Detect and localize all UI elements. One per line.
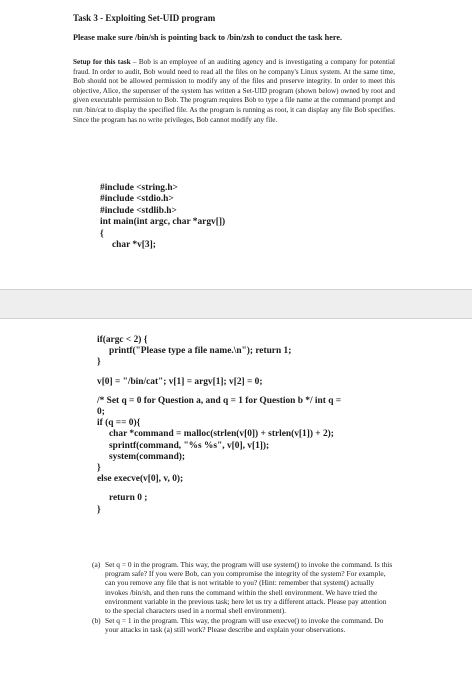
code-line: int main(int argc, char *argv[]): [100, 217, 226, 228]
question-list: [92, 560, 394, 636]
code-line: else execve(v[0], v, 0);: [97, 474, 184, 485]
document-page-1: [0, 0, 472, 290]
code-line: [97, 388, 347, 396]
code-line: if (q == 0){: [97, 418, 141, 429]
code-line: }: [97, 357, 101, 368]
code-line: v[0] = "/bin/cat"; v[1] = argv[1]; v[2] = 0;: [97, 376, 263, 387]
setup-text: – Bob is an employee of an auditing agency and is investigating a company for potential fraud. In order to audit, Bob would need to read all the files on he company's Linux system. At the same time, Bob should not be allowed permission to modify any of the files and preserve integrity. In order to meet this objective, Alice, the superuser of the system has written a Set-UID program (shown below) owned by root and given executable permission to Bob. The program requires Bob to type a file name at the command prompt and run /bin/cat to display the specified file. As the program is running as root, it can display any file Bob specifies. Since the program has no write privileges, Bob cannot modify any file.: [73, 58, 396, 124]
code-line: #include <stdio.h>: [100, 194, 174, 205]
code-line: char *v[3];: [112, 240, 156, 251]
code-line: if(argc < 2) {: [97, 335, 148, 345]
code-line: [97, 485, 347, 493]
page-separator: [0, 290, 472, 318]
code-line: char *command = malloc(strlen(v[0]) + strlen(v[1]) + 2); sprintf(command, "%s %s", v[0], v[1]);: [109, 429, 337, 451]
code-block-1: [100, 183, 225, 251]
code-line: /* Set q = 0 for Question a, and q = 1 for Question b */ int q = 0;: [97, 395, 344, 418]
code-line: {: [100, 228, 104, 239]
question-marker: (b): [92, 616, 101, 626]
setup-paragraph: [73, 58, 395, 125]
question-text: Set q = 1 in the program. This way, the program will use execve() to invoke the command. Do your attacks in task (a) still work? Please describe and explain your observations.: [105, 616, 384, 635]
list-item: [92, 616, 394, 634]
question-text: Set q = 0 in the program. This way, the program will use system() to invoke the command. Is this program safe? If you were Bob, can you compromise the integrity of the system? For example, can you remove any file that is not writable to you? (Hint: remember that system() actually invokes /bin/sh, and then runs the command within the shell environment. We have tried the environment variable in the previous task; here let us try a different attack. Please pay attention to the special characters used in a normal shell environment).: [105, 560, 393, 616]
code-line: #include <string.h>: [100, 183, 178, 193]
setup-label: Setup for this task: [73, 58, 131, 66]
code-line: }: [97, 463, 101, 474]
task-title: Task 3 - Exploiting Set-UID program: [73, 13, 216, 23]
code-line: system(command);: [109, 451, 186, 462]
code-line: #include <stdlib.h>: [100, 205, 177, 216]
list-item: [92, 560, 394, 615]
question-marker: (a): [92, 560, 101, 569]
code-line: return 0 ;: [109, 493, 148, 504]
code-line: [97, 369, 347, 377]
code-line: printf("Please type a file name.\n"); return 1;: [109, 346, 292, 357]
code-line: }: [97, 504, 101, 515]
code-block-2: [97, 335, 347, 516]
instruction-note: Please make sure /bin/sh is pointing back to /bin/zsh to conduct the task here.: [73, 33, 343, 42]
